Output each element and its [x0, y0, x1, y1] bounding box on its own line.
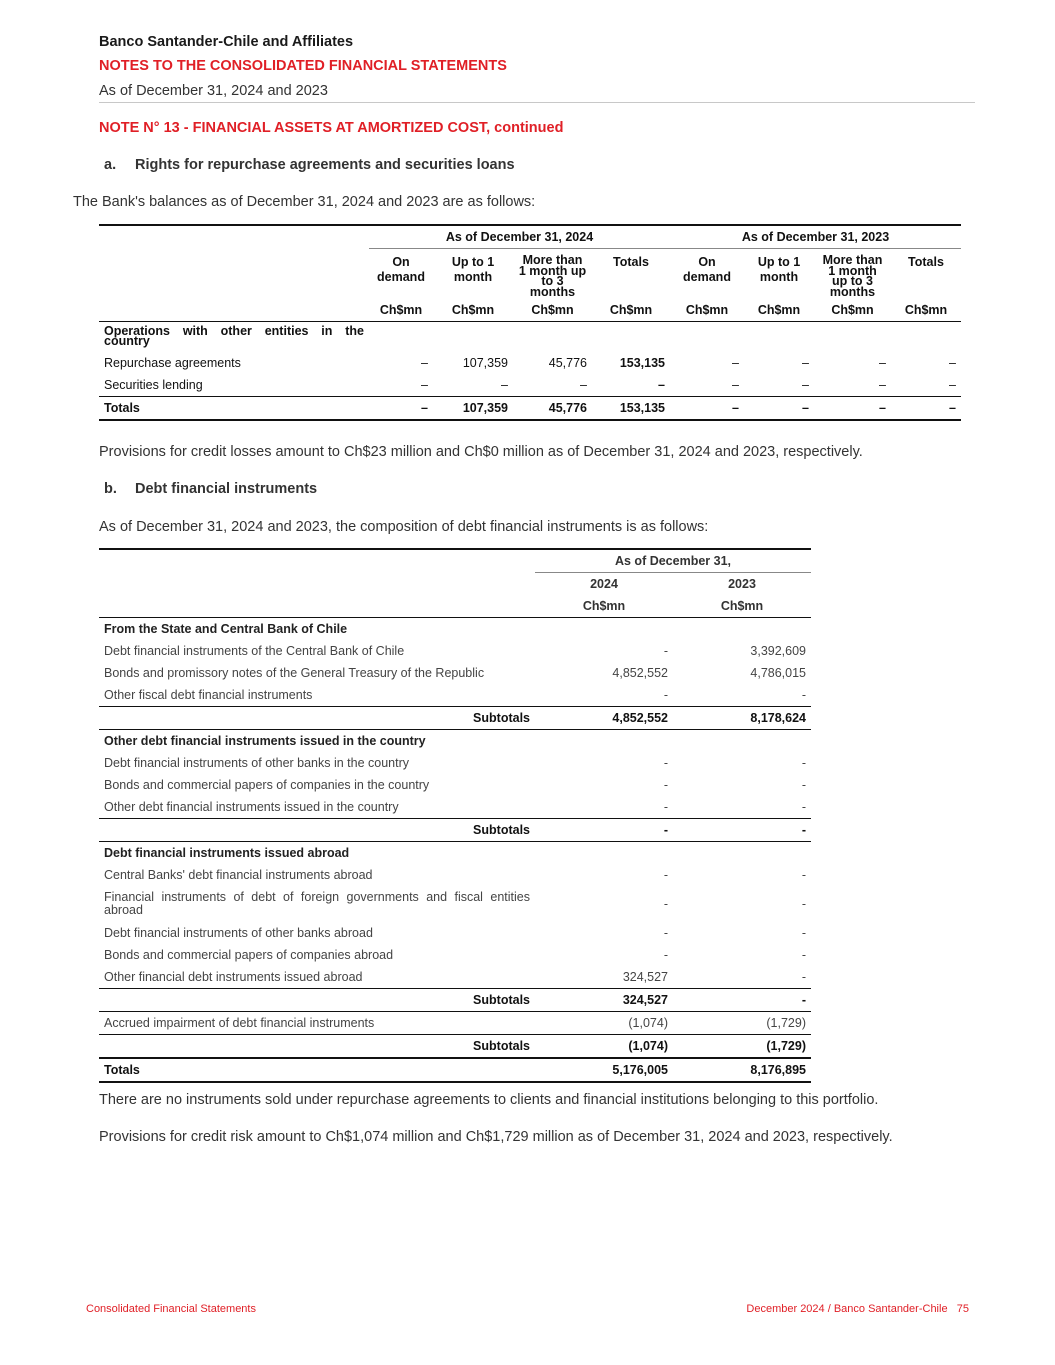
cell: 45,776 — [548, 356, 587, 370]
cell: - — [663, 926, 668, 940]
cell: - — [663, 688, 668, 702]
cell: – — [421, 378, 428, 392]
cell: 5,176,005 — [535, 1058, 673, 1082]
cell: - — [535, 819, 673, 842]
cell: 107,359 — [462, 356, 508, 370]
cell: (1,729) — [673, 1035, 811, 1059]
cell: 324,527 — [535, 989, 673, 1012]
footer-right — [746, 1303, 969, 1315]
header-divider — [99, 102, 975, 103]
cell: - — [801, 778, 806, 792]
section-title: Other debt financial instruments issued in the country — [104, 734, 426, 748]
totals-row — [99, 1058, 811, 1082]
unit-cell: Ch$mn — [369, 299, 433, 322]
cell: – — [814, 397, 891, 421]
cell: 153,135 — [592, 397, 670, 421]
unit-cell: Ch$mn — [891, 299, 961, 322]
col-up-to-1-month-2023: Up to 1 month — [757, 255, 801, 284]
section-b-intro: As of December 31, 2024 and 2023, the composition of debt financial instruments is as follows: — [99, 519, 709, 535]
row-label: Bonds and commercial papers of companies abroad — [104, 948, 394, 962]
cell: 4,852,552 — [612, 666, 668, 680]
table-row — [99, 864, 811, 886]
col-on-demand-2024: On demand — [377, 255, 425, 284]
footer-title: December 2024 / Banco Santander-Chile — [746, 1303, 948, 1315]
subtotal-label: Subtotals — [99, 989, 535, 1012]
cell: – — [658, 378, 665, 392]
bank-name: Banco Santander-Chile and Affiliates — [99, 34, 354, 50]
cell: 324,527 — [622, 970, 668, 984]
subtotal-row — [99, 989, 811, 1012]
as-of-header: As of December 31, — [535, 549, 811, 573]
cell: - — [663, 948, 668, 962]
cell: – — [891, 397, 961, 421]
group-2023-header: As of December 31, 2023 — [670, 225, 961, 249]
section-b-letter: b. — [104, 481, 117, 497]
table-row — [99, 752, 811, 774]
cell: - — [663, 800, 668, 814]
row-label: Repurchase agreements — [104, 356, 241, 370]
cell: – — [501, 378, 508, 392]
row-label: Central Banks' debt financial instruments abroad — [104, 868, 373, 882]
unit-cell: Ch$mn — [814, 299, 891, 322]
cell: - — [801, 868, 806, 882]
row-label: Other fiscal debt financial instruments — [104, 688, 313, 702]
cell: – — [369, 397, 433, 421]
subtotal-label: Subtotals — [99, 819, 535, 842]
totals-row — [99, 397, 961, 421]
col-more-than-1-month-2024: More than 1 month up to 3 months — [518, 253, 587, 299]
row-label: Securities lending — [104, 378, 203, 392]
col-totals-2023: Totals — [908, 255, 944, 269]
cell: – — [879, 378, 886, 392]
accrued-impairment-row — [99, 1012, 811, 1035]
cell: - — [663, 644, 668, 658]
cell: – — [580, 378, 587, 392]
cell: - — [673, 989, 811, 1012]
year-2023-header: 2023 — [728, 577, 756, 591]
unit-cell: Ch$mn — [673, 595, 811, 618]
cell: – — [732, 356, 739, 370]
as-of-date: As of December 31, 2024 and 2023 — [99, 83, 328, 99]
cell: - — [801, 688, 806, 702]
cell: - — [801, 948, 806, 962]
cell: 8,176,895 — [673, 1058, 811, 1082]
table-row — [99, 374, 961, 397]
row-label: Totals — [99, 397, 369, 421]
table-row — [99, 796, 811, 819]
unit-cell: Ch$mn — [592, 299, 670, 322]
row-label: Financial instruments of debt of foreign governments and fiscal entities abroad — [104, 890, 530, 917]
cell: – — [879, 356, 886, 370]
row-label: Debt financial instruments of other banks abroad — [104, 926, 373, 940]
col-totals-2024: Totals — [613, 255, 649, 269]
table-row — [99, 774, 811, 796]
table-row — [99, 352, 961, 374]
cell: - — [801, 926, 806, 940]
section-a-letter: a. — [104, 157, 117, 173]
table-row — [99, 684, 811, 707]
cell: - — [801, 800, 806, 814]
cell: - — [801, 896, 806, 911]
cell: – — [421, 356, 428, 370]
table-row — [99, 640, 811, 662]
row-label: Bonds and promissory notes of the General Treasury of the Republic — [104, 666, 485, 680]
subtotal-row — [99, 819, 811, 842]
cell: – — [802, 356, 809, 370]
cell: (1,074) — [535, 1035, 673, 1059]
cell: – — [949, 356, 956, 370]
subtotal-row — [99, 707, 811, 730]
cell: 45,776 — [513, 397, 592, 421]
footer-left: Consolidated Financial Statements — [86, 1303, 256, 1315]
cell: (1,729) — [673, 1012, 811, 1035]
cell: 4,786,015 — [750, 666, 806, 680]
section-a-title: Rights for repurchase agreements and securities loans — [135, 157, 515, 173]
row-label: Totals — [99, 1058, 535, 1082]
cell: – — [949, 378, 956, 392]
table-row — [99, 662, 811, 684]
subtotal-label: Subtotals — [99, 707, 535, 730]
row-label: Accrued impairment of debt financial instruments — [99, 1012, 535, 1035]
row-label: Other debt financial instruments issued in the country — [104, 800, 399, 814]
cell: 107,359 — [433, 397, 513, 421]
row-label: Bonds and commercial papers of companies in the country — [104, 778, 430, 792]
subtotal-row — [99, 1035, 811, 1059]
operations-section-label: Operations with other entities in the country — [104, 324, 364, 348]
debt-instruments-table — [99, 548, 811, 1083]
cell: - — [663, 868, 668, 882]
table-row — [99, 944, 811, 966]
repurchase-table — [99, 224, 961, 421]
page-number: 75 — [956, 1303, 969, 1315]
row-label: Other financial debt instruments issued abroad — [104, 970, 363, 984]
section-title: From the State and Central Bank of Chile — [104, 622, 348, 636]
col-up-to-1-month-2024: Up to 1 month — [451, 255, 495, 284]
table-row — [99, 966, 811, 989]
cell: 8,178,624 — [673, 707, 811, 730]
subtotal-label: Subtotals — [99, 1035, 535, 1059]
table-row — [99, 922, 811, 944]
section-a-note: Provisions for credit losses amount to Ch$23 million and Ch$0 million as of December 31, 2024 and 2023, respectively. — [99, 444, 863, 460]
cell: 4,852,552 — [535, 707, 673, 730]
unit-cell: Ch$mn — [670, 299, 744, 322]
cell: – — [802, 378, 809, 392]
cell: - — [663, 778, 668, 792]
cell: – — [670, 397, 744, 421]
year-2024-header: 2024 — [590, 577, 618, 591]
unit-cell: Ch$mn — [744, 299, 814, 322]
cell: - — [663, 756, 668, 770]
note-heading: NOTE N° 13 - FINANCIAL ASSETS AT AMORTIZED COST, continued — [99, 120, 564, 136]
section-b-title: Debt financial instruments — [135, 481, 318, 497]
cell: – — [732, 378, 739, 392]
cell: – — [744, 397, 814, 421]
cell: - — [801, 756, 806, 770]
unit-cell: Ch$mn — [433, 299, 513, 322]
cell: 3,392,609 — [750, 644, 806, 658]
cell: - — [801, 970, 806, 984]
section-a-intro: The Bank's balances as of December 31, 2024 and 2023 are as follows: — [73, 194, 536, 210]
cell: (1,074) — [535, 1012, 673, 1035]
section-b-note-1: There are no instruments sold under repurchase agreements to clients and financial institutions belonging to this portfolio. — [99, 1092, 879, 1108]
section-title: Debt financial instruments issued abroad — [104, 846, 350, 860]
row-label: Debt financial instruments of other banks in the country — [104, 756, 410, 770]
notes-title: NOTES TO THE CONSOLIDATED FINANCIAL STATEMENTS — [99, 58, 507, 74]
col-on-demand-2023: On demand — [683, 255, 731, 284]
section-b-note-2: Provisions for credit risk amount to Ch$1,074 million and Ch$1,729 million as of December 31, 2024 and 2023, respectively. — [99, 1129, 893, 1145]
group-2024-header: As of December 31, 2024 — [369, 225, 670, 249]
cell: - — [673, 819, 811, 842]
table-row — [99, 886, 811, 922]
col-more-than-1-month-2023: More than 1 month up to 3 months — [822, 253, 883, 299]
cell: 153,135 — [619, 356, 665, 370]
unit-cell: Ch$mn — [513, 299, 592, 322]
cell: - — [663, 896, 668, 911]
row-label: Debt financial instruments of the Central Bank of Chile — [104, 644, 405, 658]
unit-cell: Ch$mn — [535, 595, 673, 618]
